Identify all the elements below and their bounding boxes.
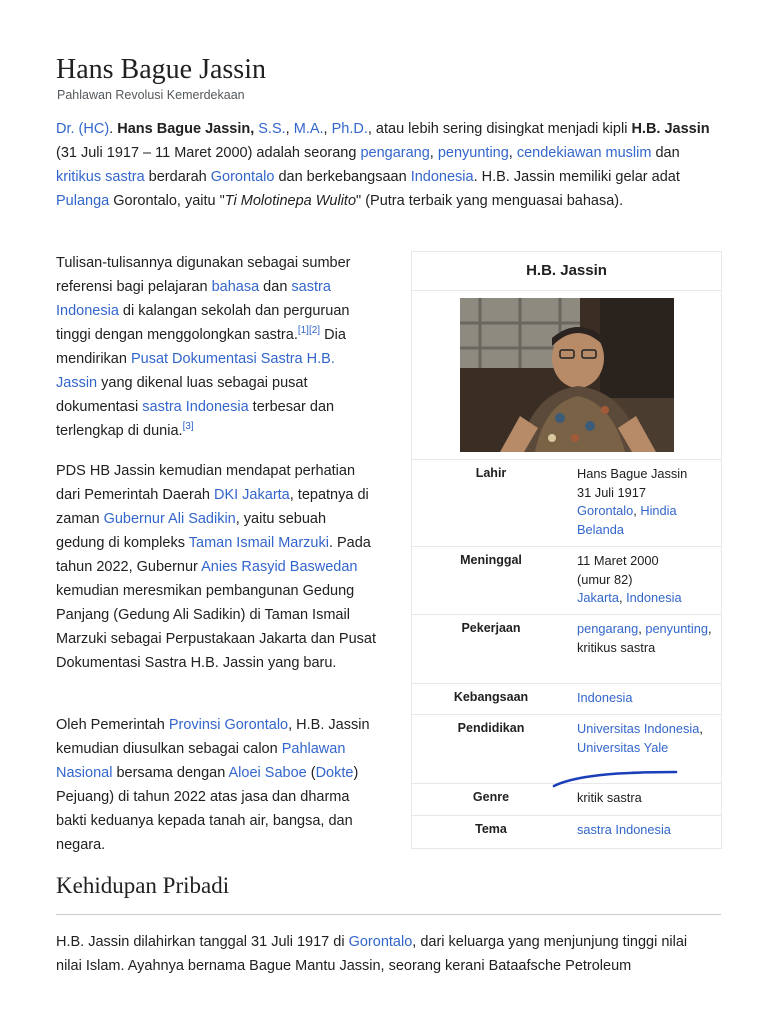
link-gorontalo[interactable]: Gorontalo bbox=[577, 503, 634, 518]
link-dokte[interactable]: Dokte bbox=[315, 765, 354, 781]
link-aloei-saboe[interactable]: Aloei Saboe bbox=[228, 765, 307, 781]
text: terbesar dan terlengkap di dunia. bbox=[56, 399, 335, 439]
link-indonesia[interactable]: Indonesia bbox=[577, 690, 633, 705]
text: , kritikus sastra bbox=[577, 621, 712, 655]
paragraph-referensi bbox=[56, 251, 378, 443]
text: Oleh Pemerintah bbox=[56, 717, 169, 733]
infobox-label: Lahir bbox=[475, 466, 507, 480]
text: , bbox=[508, 145, 517, 161]
citation-link[interactable]: [3] bbox=[182, 421, 194, 433]
text: kemudian meresmikan pembangunan Gedung Panjang (Gedung Ali Sadikin) di Taman Ismail Marzuki sebagai Perpustakaan Jakarta dan Pusat Dokumentasi Sastra H.B. Jassin yang baru. bbox=[56, 583, 376, 671]
link-gubernur-ali-sadikin[interactable]: Gubernur Ali Sadikin bbox=[103, 511, 236, 527]
text: Dia mendirikan bbox=[56, 327, 346, 367]
text: berdarah bbox=[144, 169, 211, 185]
link-pulanga[interactable]: Pulanga bbox=[56, 193, 110, 209]
bold-short-name: H.B. Jassin bbox=[631, 121, 710, 137]
infobox-label: Pendidikan bbox=[457, 721, 525, 735]
text: , bbox=[618, 590, 627, 605]
text: di kalangan sekolah dan perguruan tinggi dengan menggolongkan sastra. bbox=[56, 303, 350, 343]
infobox-value bbox=[577, 552, 717, 608]
text: , atau lebih sering disingkat menjadi kipli bbox=[367, 121, 632, 137]
infobox-row-kebangsaan bbox=[412, 683, 721, 715]
link-kritikus-sastra[interactable]: kritikus sastra bbox=[56, 169, 145, 185]
text: kritik sastra bbox=[577, 790, 642, 805]
infobox-value bbox=[577, 465, 717, 539]
link-gorontalo-2[interactable]: Gorontalo bbox=[348, 934, 413, 950]
infobox-label: Pekerjaan bbox=[461, 621, 521, 635]
section-divider bbox=[56, 914, 721, 915]
text: (umur 82) bbox=[577, 571, 633, 587]
infobox-title: H.B. Jassin bbox=[412, 252, 721, 291]
text: , bbox=[633, 503, 641, 518]
link-bahasa[interactable]: bahasa bbox=[211, 279, 260, 295]
link-sastra-indonesia[interactable]: sastra Indonesia bbox=[577, 822, 671, 837]
link-penyunting[interactable]: penyunting bbox=[645, 621, 708, 636]
text: Gorontalo, yaitu " bbox=[109, 193, 225, 209]
paragraph-pds bbox=[56, 459, 378, 675]
link-hindia-belanda[interactable]: Hindia Belanda bbox=[577, 503, 677, 537]
text: , H.B. Jassin kemudian diusulkan sebagai calon bbox=[56, 717, 370, 757]
text: , yaitu sebuah gedung di kompleks bbox=[56, 511, 327, 551]
intro-paragraph bbox=[56, 117, 716, 213]
link-jakarta[interactable]: Jakarta bbox=[577, 590, 619, 605]
link-sastra-indonesia[interactable]: sastra Indonesia bbox=[56, 279, 331, 319]
portrait-photo[interactable] bbox=[460, 298, 674, 452]
section-heading: Kehidupan Pribadi bbox=[56, 873, 230, 898]
infobox-row-pekerjaan bbox=[412, 614, 721, 684]
link-dr-hc[interactable]: Dr. (HC) bbox=[56, 121, 110, 137]
infobox-value bbox=[577, 620, 717, 657]
citation-link[interactable]: [1][2] bbox=[297, 325, 321, 337]
infobox-row-meninggal bbox=[412, 546, 721, 615]
text: 31 Juli 1917 bbox=[577, 484, 647, 500]
text: dan bbox=[651, 145, 680, 161]
text: , tepatnya di zaman bbox=[56, 487, 369, 527]
infobox-label: Genre bbox=[472, 790, 510, 804]
page-title: Hans Bague Jassin bbox=[56, 54, 266, 85]
link-cendekiawan-muslim[interactable]: cendekiawan muslim bbox=[516, 145, 652, 161]
text: yang dikenal luas sebagai pusat dokumentasi bbox=[56, 375, 308, 415]
paragraph-pahlawan bbox=[56, 713, 378, 857]
link-pusat-dokumentasi[interactable]: Pusat Dokumentasi Sastra H.B. Jassin bbox=[56, 351, 335, 391]
text: bersama dengan bbox=[112, 765, 229, 781]
link-ma[interactable]: M.A. bbox=[293, 121, 324, 137]
bold-name: Hans Bague Jassin, bbox=[117, 121, 255, 137]
text: ) Pejuang) di tahun 2022 atas jasa dan dharma bakti keduanya kepada tanah air, bangsa, dan negara. bbox=[56, 765, 359, 853]
text: Tulisan-tulisannya digunakan sebagai sumber referensi bagi pelajaran bbox=[56, 255, 351, 295]
text: Hans Bague Jassin bbox=[577, 466, 688, 481]
link-ss[interactable]: S.S. bbox=[258, 121, 286, 137]
link-dki-jakarta[interactable]: DKI Jakarta bbox=[213, 487, 290, 503]
link-pahlawan-nasional[interactable]: Pahlawan Nasional bbox=[56, 741, 346, 781]
pen-underline-mark bbox=[550, 764, 680, 794]
infobox-value bbox=[577, 689, 717, 708]
text: . Pada tahun 2022, Gubernur bbox=[56, 535, 371, 575]
link-indonesia[interactable]: Indonesia bbox=[626, 590, 682, 605]
text: , bbox=[285, 121, 294, 137]
text: . H.B. Jassin memiliki gelar adat bbox=[473, 169, 680, 185]
text: PDS HB Jassin kemudian mendapat perhatian dari Pemerintah Daerah bbox=[56, 463, 356, 503]
text: 11 Maret 2000 bbox=[577, 553, 659, 568]
text: , bbox=[638, 621, 646, 636]
link-penyunting[interactable]: penyunting bbox=[437, 145, 509, 161]
link-sastra-indonesia-2[interactable]: sastra Indonesia bbox=[142, 399, 249, 415]
text: ( bbox=[306, 765, 316, 781]
link-taman-ismail-marzuki[interactable]: Taman Ismail Marzuki bbox=[188, 535, 329, 551]
text: , dari keluarga yang menjunjung tinggi nilai nilai Islam. Ayahnya bernama Bague Mantu Jassin, seorang kerani Bataafsche Petroleum bbox=[56, 934, 688, 974]
text: dan bbox=[259, 279, 292, 295]
text: " (Putra terbaik yang menguasai bahasa). bbox=[356, 193, 624, 209]
infobox-value bbox=[577, 821, 717, 840]
portrait-image bbox=[460, 298, 674, 452]
paragraph-kehidupan bbox=[56, 930, 716, 978]
link-universitas-indonesia[interactable]: Universitas Indonesia bbox=[577, 721, 700, 736]
infobox-row-lahir bbox=[412, 459, 721, 547]
link-pengarang[interactable]: pengarang bbox=[360, 145, 430, 161]
text: (31 Juli 1917 – 11 Maret 2000) adalah seorang bbox=[56, 145, 361, 161]
text: . bbox=[109, 121, 118, 137]
infobox-row-tema bbox=[412, 815, 721, 849]
italic-title: Ti Molotinepa Wulito bbox=[224, 193, 357, 209]
infobox-label: Meninggal bbox=[460, 553, 522, 567]
link-gorontalo[interactable]: Gorontalo bbox=[210, 169, 275, 185]
link-indonesia[interactable]: Indonesia bbox=[410, 169, 474, 185]
link-phd[interactable]: Ph.D. bbox=[331, 121, 368, 137]
infobox-label: Tema bbox=[475, 822, 507, 836]
page-subtitle: Pahlawan Revolusi Kemerdekaan bbox=[57, 88, 245, 102]
text: H.B. Jassin dilahirkan tanggal 31 Juli 1917 di bbox=[56, 934, 349, 950]
link-provinsi-gorontalo[interactable]: Provinsi Gorontalo bbox=[168, 717, 289, 733]
infobox-value bbox=[577, 720, 717, 757]
link-pengarang[interactable]: pengarang bbox=[577, 621, 639, 636]
infobox bbox=[411, 251, 722, 849]
link-anies-baswedan[interactable]: Anies Rasyid Baswedan bbox=[201, 559, 358, 575]
infobox-label: Kebangsaan bbox=[453, 690, 529, 704]
text: , bbox=[699, 721, 703, 736]
text: , bbox=[429, 145, 438, 161]
text: dan berkebangsaan bbox=[274, 169, 411, 185]
link-universitas-yale[interactable]: Universitas Yale bbox=[577, 739, 669, 755]
text: , bbox=[323, 121, 332, 137]
